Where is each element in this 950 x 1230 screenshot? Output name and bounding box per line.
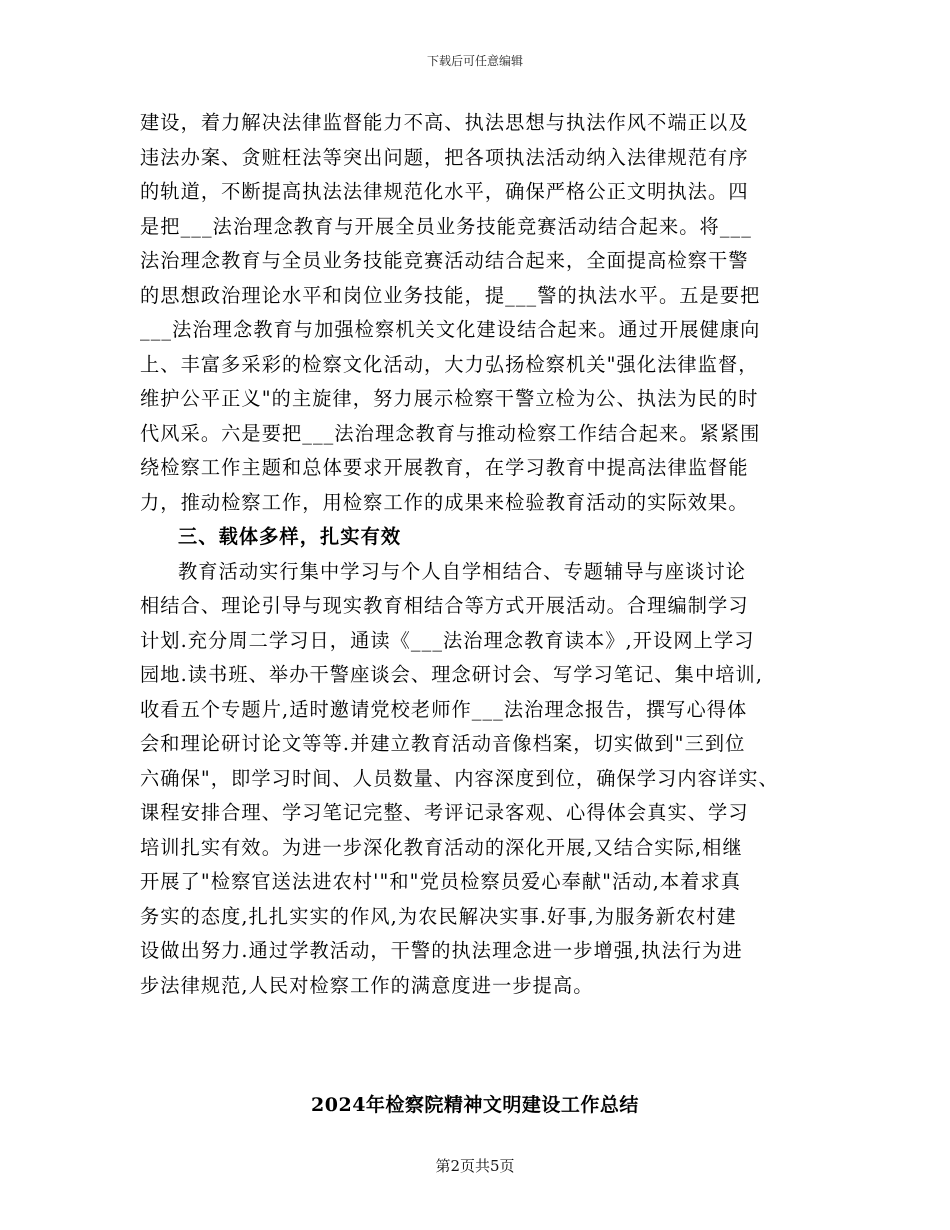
body-line: 是把___法治理念教育与开展全员业务技能竞赛活动结合起来。将___ [140, 214, 752, 238]
body-line: 维护公平正义"的主旋律，努力展示检察干警立检为公、执法为民的时 [140, 387, 759, 410]
body-line: 法治理念教育与全员业务技能竞赛活动结合起来，全面提高检察干警 [140, 249, 749, 272]
section-line: 计划.充分周二学习日，通读《___法治理念教育读本》,开设网上学习 [140, 628, 755, 652]
section-paragraph-first-line: 教育活动实行集中学习与个人自学相结合、专题辅导与座谈讨论 [178, 559, 747, 583]
body-line: 代风采。六是要把___法治理念教育与推动检察工作结合起来。紧紧围 [140, 421, 761, 445]
section-heading: 三、载体多样，扎实有效 [178, 525, 402, 548]
body-line: ___法治理念教育与加强检察机关文化建设结合起来。通过开展健康向 [140, 318, 761, 341]
document-body [140, 106, 820, 1003]
section-line: 相结合、理论引导与现实教育相结合等方式开展活动。合理编制学习 [140, 594, 749, 617]
body-line: 上、丰富多采彩的检察文化活动，大力弘扬检察机关"强化法律监督， [140, 352, 759, 376]
section-line: 培训扎实有效。为进一步深化教育活动的深化开展,又结合实际,相继 [140, 835, 743, 859]
section-line: 园地.读书班、举办干警座谈会、理念研讨会、写学习笔记、集中培训, [140, 663, 764, 686]
body-line: 违法办案、贪赃枉法等突出问题，把各项执法活动纳入法律规范有序 [140, 145, 749, 169]
section-line: 开展了"检察官送法进农村'"和"党员检察员爱心奉献"活动,本着求真 [140, 870, 742, 893]
body-line: 建设，着力解决法律监督能力不高、执法思想与执法作风不端正以及 [140, 111, 749, 134]
body-line: 绕检察工作主题和总体要求开展教育，在学习教育中提高法律监督能 [140, 456, 749, 479]
section-line: 课程安排合理、学习笔记完整、考评记录客观、心得体会真实、学习 [140, 801, 749, 824]
section-line: 务实的态度,扎扎实实的作风,为农民解决实事.好事,为服务新农村建 [140, 904, 737, 928]
document-title: 2024年检察院精神文明建设工作总结 [311, 1094, 639, 1116]
section-line: 收看五个专题片,适时邀请党校老师作___法治理念报告，撰写心得体 [140, 697, 748, 721]
body-line: 的轨道，不断提高执法法律规范化水平，确保严格公正文明执法。四 [140, 180, 749, 203]
section-line: 步法律规范,人民对检察工作的满意度进一步提高。 [140, 973, 594, 997]
section-line: 会和理论研讨论文等等.并建立教育活动音像档案，切实做到"三到位 [140, 732, 746, 755]
body-line: 力，推动检察工作，用检察工作的成果来检验教育活动的实际效果。 [140, 490, 749, 514]
page-number: 第2页共5页 [435, 1157, 515, 1175]
body-line: 的思想政治理论水平和岗位业务技能，提___警的执法水平。五是要把 [140, 283, 761, 307]
section-line: 六确保"，即学习时间、人员数量、内容深度到位，确保学习内容详实、 [140, 766, 779, 790]
page-header-note: 下载后可任意编辑 [426, 54, 523, 68]
section-line: 设做出努力.通过学教活动，干警的执法理念进一步增强,执法行为进 [140, 939, 743, 962]
